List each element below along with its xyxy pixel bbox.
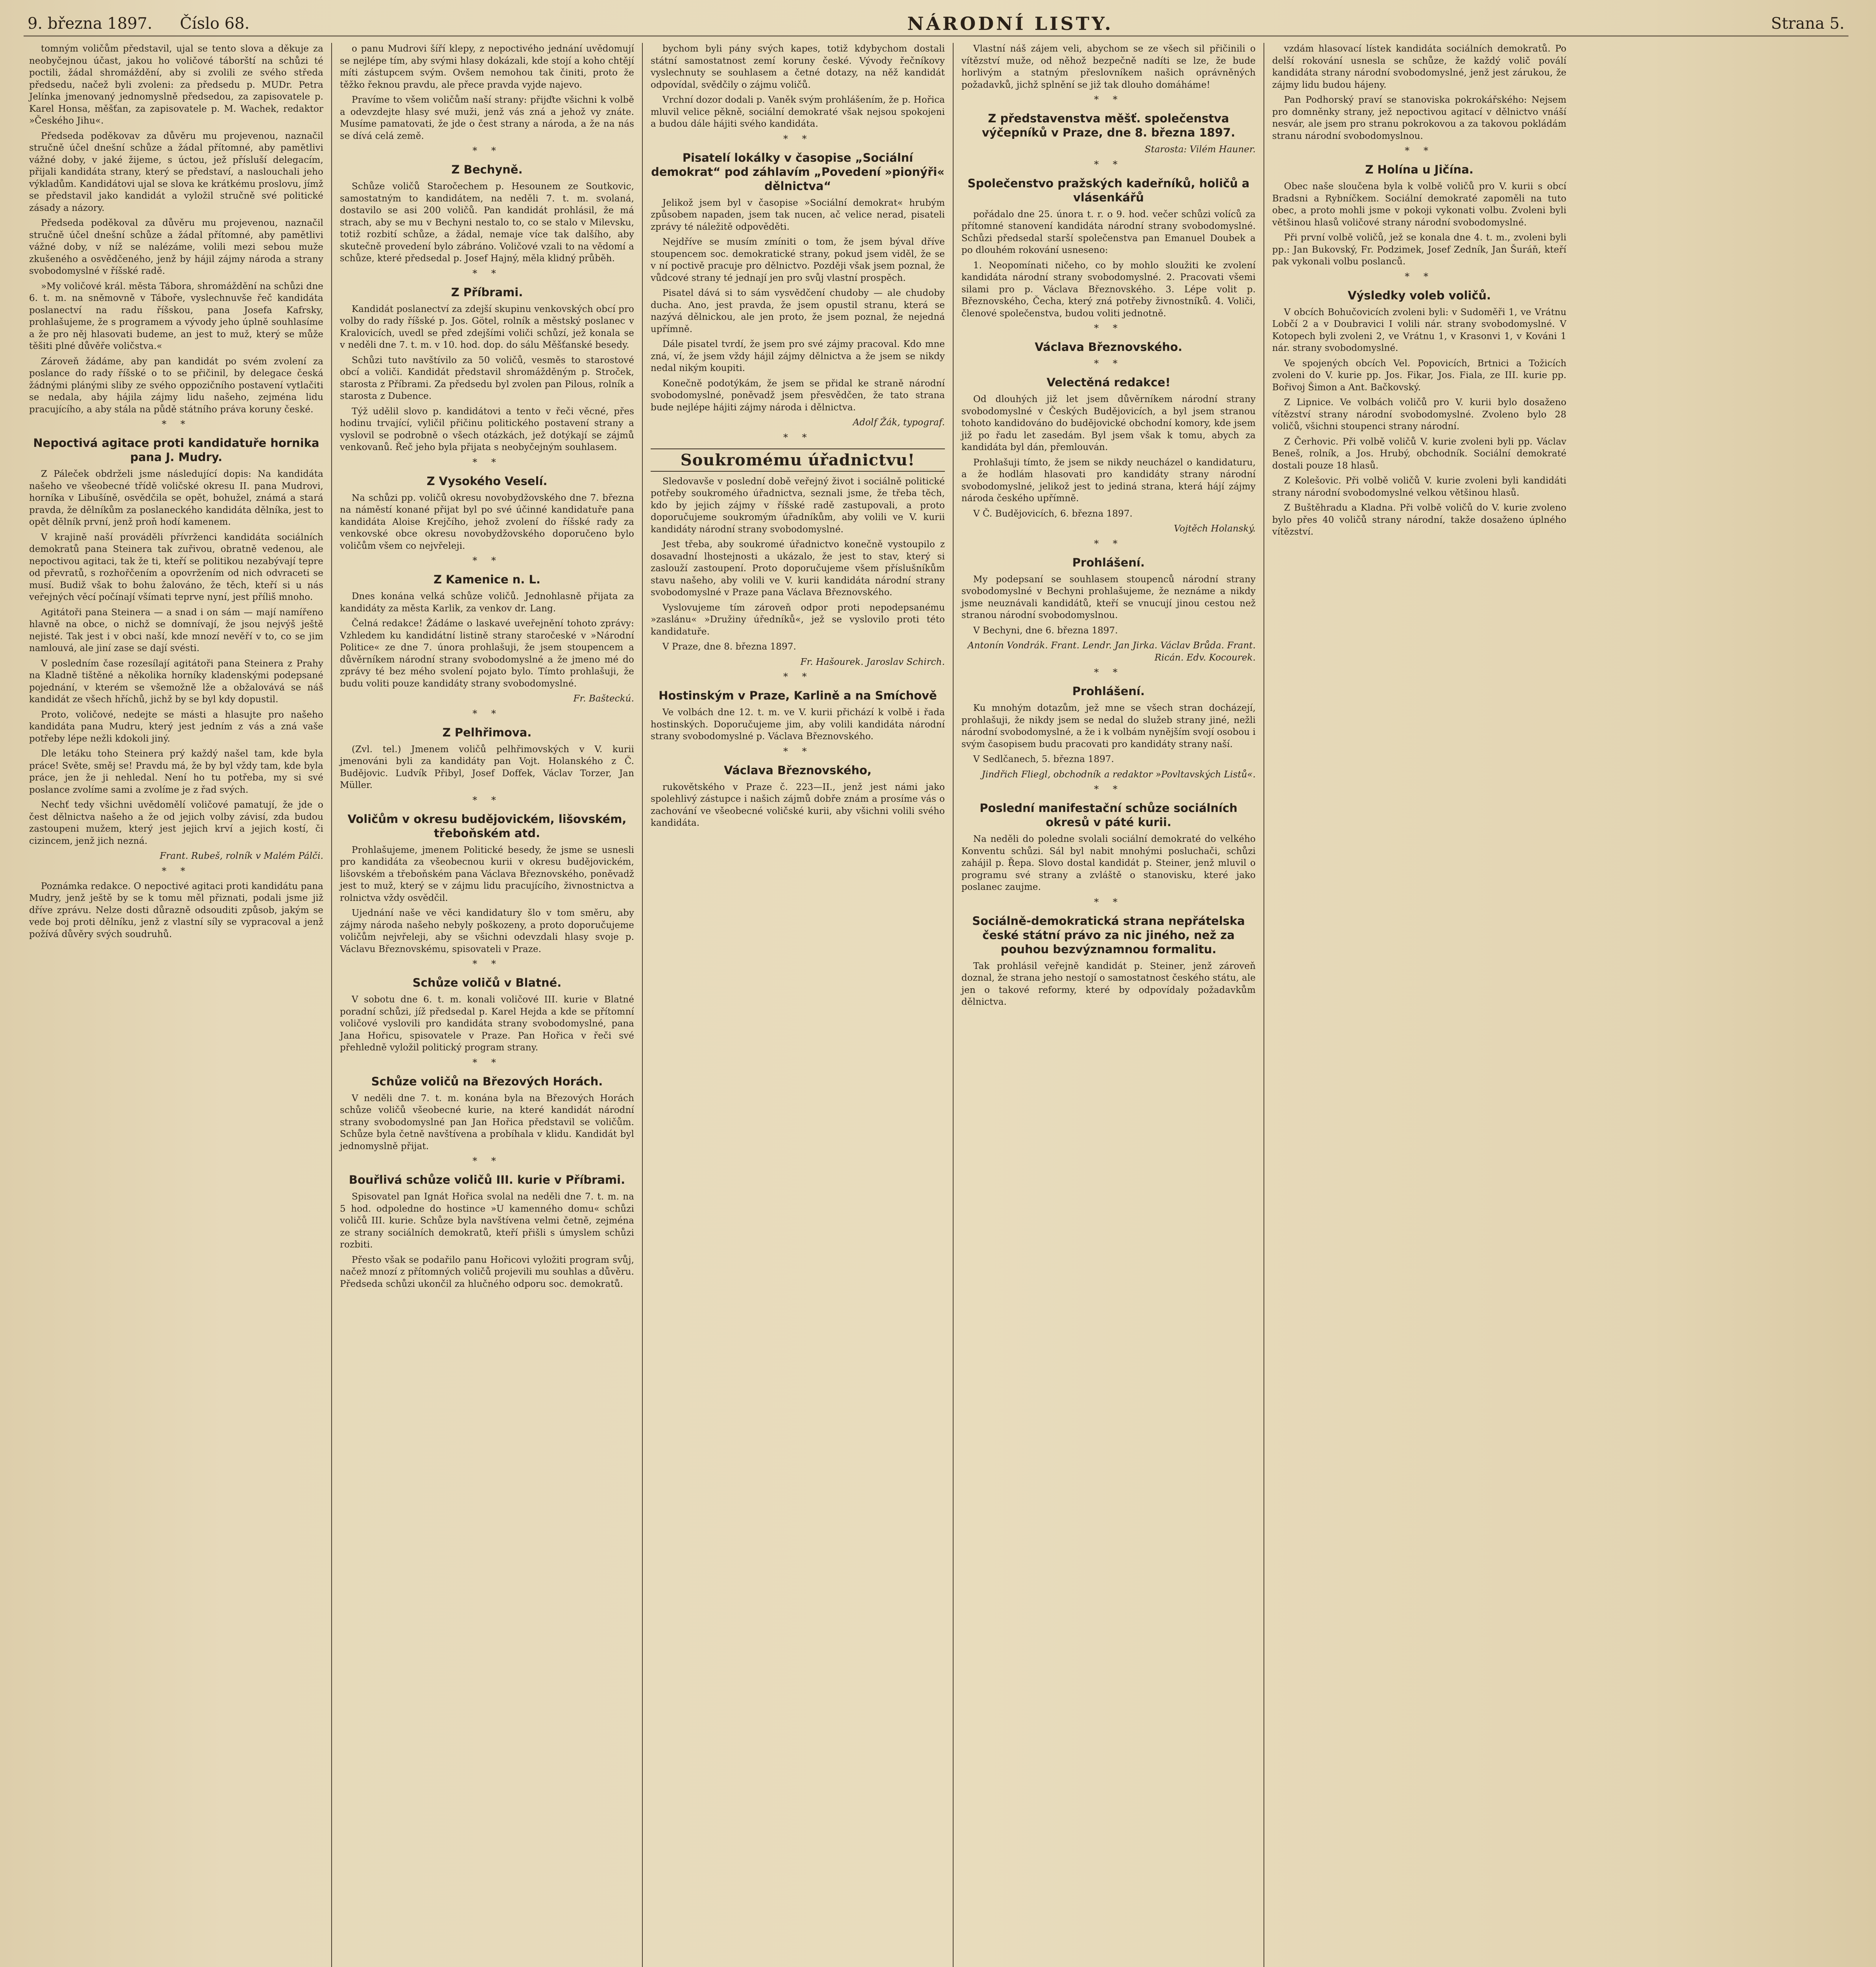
article-heading: Václava Březnovského.	[1035, 340, 1182, 354]
article-paragraph: Z Čerhovic. Při volbě voličů V. kurie zvoleni byli pp. Václav Beneš, rolník, a Jos. Hrubý, obchodník. Sociální demokraté dostali pouze 18 hlasů.	[1272, 436, 1566, 471]
article-paragraph: Zároveň žádáme, aby pan kandidát po svém zvolení za poslance do rady říšské o to se přičinil, by delegace česká žádnými plánými sliby ze svého oppozičního postavení vytlačiti se nedala, aby hájila zájmy lidu našeho, zejména lidu pracujícího, a aby stála na půdě státního práva koruny české.	[29, 356, 323, 415]
article-paragraph: rukovětského v Praze č. 223—II., jenž jest námi jako spolehlivý zástupce i našich zájmů dobře znám a prosíme vás o zachování ve všeobecné voličské kurii, aby všichni volili svého kandidáta.	[651, 782, 945, 828]
article-signature: Starosta: Vilém Hauner.	[1144, 144, 1256, 155]
section-separator: * *	[162, 419, 191, 430]
section-separator: * *	[472, 958, 502, 969]
article-paragraph: Pan Podhorský praví se stanoviska pokrokářského: Nejsem pro domněnky strany, jež nepoctivou agitací v dělnictvo vnáší nesvár, ale jsem pro stranu pokrokovou a za takovou pokládám stranu národní svobodomyslnou.	[1272, 95, 1566, 141]
article-paragraph: Přesto však se podařilo panu Hořicovi vyložiti program svůj, načež mnozí z přítomných voličů projevili mu souhlas a důvěru. Předseda schůzi ukončil za hlučného odporu soc. demokratů.	[340, 1255, 634, 1289]
article-paragraph: V sobotu dne 6. t. m. konali voličové III. kurie v Blatné poradní schůzi, jíž předsedal p. Karel Hejda a kde se přítomní voličové vyslovili pro kandidáta strany svobodomyslné, pana Jana Hořicu, spisovatele v Praze. Pan Hořica v řeči své přehledně vyložil politický program strany.	[340, 995, 634, 1053]
article-paragraph: My podepsaní se souhlasem stoupenců národní strany svobodomyslné v Bechyni prohlašujeme, že neznáme a nikdy jsme neuznávali kandidátů, kteří se vnucují jinou cestou než stranou národní svobodomyslnou.	[961, 574, 1256, 620]
article-heading: Hostinským v Praze, Karlině a na Smíchově	[659, 689, 937, 702]
section-separator: * *	[472, 145, 502, 156]
article-signature: Fr. Bašteckú.	[573, 694, 634, 704]
article-paragraph: Vyslovujeme tím zároveň odpor proti nepodepsanému »zaslánu« »Družiny úředníků«, jež se vyslovilo proti této kandidatuře.	[651, 602, 945, 637]
article-paragraph: vzdám hlasovací lístek kandidáta sociálních demokratů. Po delší rokování usnesla se schůze, že každý volič poválí kandidáta strany národní svobodomyslné, jenž jest zárukou, že zájmy lidu budou hájeny.	[1272, 44, 1566, 90]
column-rule	[642, 43, 643, 1967]
article-heading: Václava Březnovského,	[724, 763, 872, 777]
article-heading: Z Kamenice n. L.	[433, 573, 540, 586]
article-paragraph: (Zvl. tel.) Jmenem voličů pelhřimovských v V. kurii jmenováni byli za kandidáty pan Vojt. Holanského z Č. Budějovic. Ludvík Přibyl, Josef Doffek, Václav Torzer, Jan Müller.	[340, 744, 634, 790]
article-heading: Z Holína u Jičína.	[1365, 163, 1474, 176]
article-heading: Nepoctivá agitace proti kandidatuře hornika pana J. Mudry.	[33, 436, 319, 464]
article-signature: Frant. Rubeš, rolník v Malém Pálči.	[159, 851, 323, 861]
issue-number: Číslo 68.	[180, 15, 250, 33]
article-paragraph: Dále pisatel tvrdí, že jsem pro své zájmy pracoval. Kdo mne zná, ví, že jsem vždy hájil zájmy dělnictva a že jsem se nikdy nedal nikým koupiti.	[651, 339, 945, 373]
article-paragraph: pořádalo dne 25. února t. r. o 9. hod. večer schůzi volíců za přítomné stanovení kandidáta národní strany svobodomyslné. Schůzi předsedal starší společenstva pan Emanuel Doubek a po dlouhém rokování usneseno:	[961, 209, 1256, 255]
article-paragraph: 1. Neopomínati ničeho, co by mohlo sloužiti ke zvolení kandidáta národní strany svobodomyslné. 2. Pracovati všemi silami pro p. Václava Březnovského. 3. Lépe volit p. Březnovského, Čecha, který zná potřeby živnostníků. 4. Voliči, členové společenstva, budou voliti jednotně.	[961, 260, 1256, 319]
article-heading: Společenstvo pražských kadeřníků, holičů a vlásenkářů	[967, 176, 1250, 204]
article-paragraph: Jelikož jsem byl v časopise »Sociální demokrat« hrubým způsobem napaden, jsem tak nucen, ač velice nerad, pisateli zprávy té náležitě odpověděti.	[651, 197, 945, 232]
column-1	[24, 43, 329, 1967]
article-heading: Z Bechyně.	[451, 163, 523, 176]
column-2	[334, 43, 640, 1967]
article-signature: Adolf Žák, typograf.	[853, 417, 945, 428]
article-paragraph: Nechť tedy všichni uvědomělí voličové pamatují, že jde o čest dělnictva našeho a že od jejich volby závisí, zda budou zastoupeni mužem, který jest jejich krví a jejich kostí, či cizincem, jenž jich nezná.	[29, 800, 323, 846]
article-signature: Jindřich Fliegl, obchodník a redaktor »Povltavských Listů«.	[981, 769, 1256, 780]
article-paragraph: V posledním čase rozesílají agitátoři pana Steinera z Prahy na Kladně tištěné a několika horníky kladenskými podepsané pojednání, v kterém se všemožně lže a obžalovává se náš kandidát ze všech hříchů, jichž by se byl kdy dopustil.	[29, 658, 323, 705]
section-separator: * *	[1094, 94, 1123, 105]
article-paragraph: Z Páleček obdrželi jsme následující dopis: Na kandidáta našeho ve všeobecné třídě voličské okresu II. pana Mudrovi, horníka v Libušíně, osvědčila se opět, bohužel, známá a stará pravda, že dělníkům za poslaneckého kandidáta dělníka, jest to opět dělník první, jenž proň hodí kamenem.	[29, 469, 323, 527]
article-heading: Z Příbrami.	[451, 285, 523, 299]
article-paragraph: Ve volbách dne 12. t. m. ve V. kurii přichází k volbě i řada hostinských. Doporučujeme jim, aby volili kandidáta národní strany svobodomyslné p. Václava Březnovského.	[651, 707, 945, 742]
section-separator: * *	[1094, 896, 1123, 908]
article-paragraph: bychom byli pány svých kapes, totiž kdybychom dostali státní samostatnost zemí koruny české. Vývody řečníkovy vyslechnuty se souhlasem a četné dotazy, na něž kandidát odpovídal, svědčily o zájmu voličů.	[651, 44, 945, 90]
article-heading: Bouřlivá schůze voličů III. kurie v Příbrami.	[349, 1173, 625, 1186]
article-paragraph: Schůzi tuto navštívilo za 50 voličů, vesměs to starostové obcí a voliči. Kandidát představil shromážděným p. Stroček, starosta z Příbrami. Za předsedu byl zvolen pan Pilous, rolník a starosta z Dubence.	[340, 355, 634, 401]
article-signature: Antonín Vondrák. Frant. Lendr. Jan Jirka. Václav Brůda. Frant. Ricán. Edv. Kocourek.	[967, 640, 1256, 663]
column-rule	[953, 43, 954, 1967]
article-heading: Z Vysokého Veselí.	[426, 474, 548, 488]
section-separator: * *	[783, 133, 812, 144]
article-paragraph: Dnes konána velká schůze voličů. Jednohlasně přijata za kandidáty za města Karlik, za venkov dr. Lang.	[340, 591, 634, 614]
article-paragraph: Sledovavše v poslední době veřejný život i sociálně politické potřeby soukromého úřadnictva, seznali jsme, že třeba těch, kdo by jejich zájmy v říšské radě zastupovali, a proto doporučujeme soukromým úřadníkům, aby volili ve V. kurii kandidáty národní strany svobodomyslné.	[651, 476, 945, 535]
article-signature: Vojtěch Holanský.	[1174, 524, 1256, 534]
section-separator: * *	[783, 432, 812, 443]
article-heading: Poslední manifestační schůze sociálních okresů v páté kurii.	[980, 801, 1238, 829]
article-paragraph: Prohlašuji tímto, že jsem se nikdy neucházel o kandidaturu, a že hodlám hlasovati pro kandidáty strany národní svobodomyslné, jelikož jest to jediná strana, která hájí zájmy národa českého upřímně.	[961, 457, 1256, 504]
article-paragraph: tomným voličům představil, ujal se tento slova a děkuje za neobyčejnou účast, jakou ho voličové táborští na schůzi té poctili, žádal shromáždění, aby si zvolili ze svého středa předsedu, načež byli zvoleni: za předsedu p. MUDr. Petra Jelínka jmenovaný jednomyslně předsedou, za zapisovatele p. Karel Honsa, měšťan, za zapisovatele p. M. Wachek, redaktor »Českého Jihu«.	[29, 44, 323, 126]
column-rule	[331, 43, 332, 1967]
article-heading: Sociálně-demokratická strana nepřátelska české státní právo za nic jiného, než za pouhou bezvýznamnou formalitu.	[972, 914, 1245, 956]
section-separator: * *	[472, 794, 502, 806]
article-heading: Z představenstva měšť. společenstva výčepníků v Praze, dne 8. března 1897.	[982, 112, 1235, 139]
article-paragraph: Schůze voličů Staročechem p. Hesounem ze Soutkovic, samostatným to kandidátem, na neděli 7. t. m. svolaná, dostavilo se asi 200 voličů. Pan kandidát prohlásil, že má strach, aby se mu v Bechyni nestalo to, co se stalo v Milevsku, totiž rozbití schůze, a žádal, nemaje více tak dalšího, aby skutečně provedení bylo zábráno. Voličové vzali to na vědomí a schůze, které předsedal p. Josef Hajný, měla klidný průběh.	[340, 181, 634, 264]
issue-date: 9. března 1897.	[28, 15, 153, 33]
article-paragraph: V obcích Bohučovicích zvoleni byli: v Sudoměři 1, ve Vrátnu Lobčí 2 a v Doubravici I volili nár. strany svobodomyslné. V Kotopech byli zvoleni 2, ve Vrátnu 1, v Krasonvi 1, v Kováni 1 nár. strany svobodomyslné.	[1272, 307, 1566, 353]
article-heading: Prohlášení.	[1072, 555, 1145, 569]
article-paragraph: Na neděli do poledne svolali sociální demokraté do velkého Konventu schůzi. Sál byl nabit mnohými posluchači, schůzi zahájil p. Řepa. Slovo dostal kandidát p. Steiner, jenž mluvil o programu své strany a zvláště o stanovisku, které jako poslanec zaujme.	[961, 834, 1256, 892]
article-paragraph: Obec naše sloučena byla k volbě voličů pro V. kurii s obcí Bradsni a Rybníčkem. Sociální demokraté zapoměli na tuto obec, a proto mohli jsme v pokoji vykonati volbu. Zvoleni byli většinou hlasů voličové strany národní svobodomyslné.	[1272, 181, 1566, 228]
column-3	[645, 43, 950, 1967]
article-signature: Fr. Hašourek. Jaroslav Schirch.	[800, 657, 945, 667]
article-heading: Soukromému úřadnictvu!	[651, 448, 945, 472]
article-dateline: V Bechyni, dne 6. března 1897.	[973, 625, 1118, 636]
article-paragraph: Od dlouhých již let jsem důvěrníkem národní strany svobodomyslné v Českých Budějovicích, a byl jsem stranou tohoto kandidováno do budějovické obchodní komory, kde jsem již po řadu let zasedám. Byl jsem však k tomu, abych za kandidáta byl dán, přemlouván.	[961, 394, 1256, 452]
newspaper-title: NÁRODNÍ LISTY.	[907, 13, 1114, 34]
article-paragraph: Ku mnohým dotazům, jež mne se všech stran docházejí, prohlašuji, že nikdy jsem se nedal do služeb strany jiné, nežli národní svobodomyslné, a že i k volbám nynějším svojí osobou i svým časopisem budu pracovati pro kandidáty strany naší.	[961, 703, 1256, 749]
article-heading: Prohlášení.	[1072, 685, 1145, 698]
article-paragraph: Proto, voličové, nedejte se másti a hlasujte pro našeho kandidáta pana Mudru, který jest jedním z vás a zná vaše potřeby lépe nežli kdokoli jiný.	[29, 709, 323, 744]
article-paragraph: Agitátoři pana Steinera — a snad i on sám — mají namířeno hlavně na obce, o nichž se domnívají, že jsou nejvýš ještě nejisté. Tak jest i v obci naší, kde mnozí nevěří v to, co se jim namlouvá, ale jiní zase se dají svésti.	[29, 607, 323, 653]
section-separator: * *	[783, 745, 812, 757]
article-paragraph: Poznámka redakce. O nepoctivé agitaci proti kandidátu pana Mudry, jenž ještě by se k tomu měl přiznati, podali jsme již dříve zprávu. Nelze dosti důrazně odsouditi způsob, jakým se vede boj proti dělníku, jenž z vlastní síly se vypracoval a jenž požívá důvěry svých soudruhů.	[29, 881, 323, 939]
article-paragraph: Pisatel dává si to sám vysvědčení chudoby — ale chudoby ducha. Ano, jest pravda, že jsem opustil stranu, která se nazývá dělnickou, ale jen proto, že jsem poznal, že nejedná upřímně.	[651, 288, 945, 334]
article-paragraph: Konečně podotýkám, že jsem se přidal ke straně národní svobodomyslné, poněvadž jsem přesvědčen, že tato strana bude nejlépe hájiti zájmy národa i dělnictva.	[651, 378, 945, 413]
section-separator: * *	[1094, 323, 1123, 334]
masthead	[24, 12, 1848, 37]
article-paragraph: Prohlašujeme, jmenem Politické besedy, že jsme se usnesli pro kandidáta za všeobecnou kurii v okresu budějovickém, lišovském a třeboňském pana Václava Březnovského, poněvadž jest to muž, který se v zájmu lidu pracujícího, živnostnictva a rolnictva vždy osvědčil.	[340, 845, 634, 903]
section-separator: * *	[1094, 358, 1123, 369]
section-separator: * *	[472, 1155, 502, 1166]
section-separator: * *	[162, 865, 191, 876]
columns	[24, 43, 1848, 1967]
page-number: Strana 5.	[1771, 15, 1845, 33]
article-dateline: V Praze, dne 8. března 1897.	[662, 642, 797, 652]
section-separator: * *	[1405, 271, 1434, 282]
section-separator: * *	[1094, 784, 1123, 795]
article-paragraph: Z Kolešovic. Při volbě voličů V. kurie zvoleni byli kandidáti strany národní svobodomyslné velkou většinou hlasů.	[1272, 476, 1566, 498]
article-paragraph: Nejdříve se musím zmíniti o tom, že jsem býval dříve stoupencem soc. demokratické strany, pokud jsem viděl, že se v ní poctivě pracuje pro dělnictvo. Později však jsem poznal, že vůdcové strany té jednají jen pro svůj vlastní prospěch.	[651, 237, 945, 283]
article-paragraph: Předseda poděkovav za důvěru mu projevenou, naznačil stručně účel dnešní schůze a žádal přítomné, aby pamětlivi vážné doby, v jaké žijeme, s úctou, jež přísluší delegacím, přijali kandidáta strany, který se představí, a naslouchali jeho výkladům. Kandidátovi ujal se slova ke krátkému proslovu, jímž se představil jako kandidát a vyložil stručně své politické zásady a názory.	[29, 131, 323, 213]
article-paragraph: Vlastní náš zájem veli, abychom se ze všech sil přičinili o vítězství muže, od něhož bezpečně nadíti se lze, že bude horlivým a statným přeslovníkem našich oprávněných požadavků, jichž splnění se již tak dlouho domáháme!	[961, 44, 1256, 90]
article-paragraph: Vrchní dozor dodali p. Vaněk svým prohlášením, že p. Hořica mluvil velice pěkně, sociální demokraté však nejsou spokojeni a budou dále hájiti svého kandidáta.	[651, 95, 945, 129]
article-paragraph: Ujednání naše ve věci kandidatury šlo v tom směru, aby zájmy národa našeho nebyly poškozeny, a proto doporučujeme voličům nejvřeleji, aby se všichni odevzdali hlasy svoje p. Václavu Březnovskému, spisovateli v Praze.	[340, 908, 634, 954]
section-separator: * *	[472, 456, 502, 468]
section-separator: * *	[1094, 159, 1123, 170]
article-paragraph: Ve spojených obcích Vel. Popovicích, Brtnici a Tožicích zvoleni do V. kurie pp. Jos. Fikar, Jos. Fiala, ze III. kurie pp. Bořivoj Šimon a Ant. Bačkovský.	[1272, 358, 1566, 393]
article-paragraph: V krajině naší prováděli přívrženci kandidáta sociálních demokratů pana Steinera tak zuřivou, obratně vedenou, ale nepoctivou agitaci, tak že ti, kteří se politikou nezabývají tepre od převratů, s rozhořčením a opovržením od nich odvraceti se musí. Budiž však to bohu žalováno, že těch, kteří si u nás veřejných věcí počínají všímati teprve nyní, jest příliš mnoho.	[29, 532, 323, 602]
section-separator: * *	[472, 1057, 502, 1068]
section-separator: * *	[472, 268, 502, 279]
article-paragraph: V neděli dne 7. t. m. konána byla na Březových Horách schůze voličů všeobecné kurie, na které kandidát národní strany svobodomyslné pan Jan Hořica představil se voličům. Schůze byla četně navštívena a probíhala v klidu. Kandidát byl jednomyslně přijat.	[340, 1093, 634, 1151]
article-paragraph: »My voličové král. města Tábora, shromáždění na schůzi dne 6. t. m. na sněmovně v Táboře, vyslechnuvše řeč kandidáta poslanectví na radu říšskou, pana Josefa Kafrsky, prohlašujeme, že s programem a vývody jeho úplně souhlasíme a že pro něj hlasovati budeme, an jest to muž, který se může těšiti plné důvěře voličstva.«	[29, 281, 323, 351]
section-separator: * *	[783, 671, 812, 682]
article-heading: Voličům v okresu budějovickém, lišovském, třeboňském atd.	[347, 812, 627, 840]
article-paragraph: Dle letáku toho Steinera prý každý našel tam, kde byla práce! Světe, směj se! Pravdu má, že by byl vždy tam, kde byla práce, jen že ji nehledal. Není ho tu potřeba, my si své poslance zvolíme sami a zvolíme je z řad svých.	[29, 749, 323, 795]
section-separator: * *	[1094, 667, 1123, 678]
article-paragraph: Čelná redakce! Žádáme o laskavé uveřejnění tohoto zprávy: Vzhledem ku kandidátní listině strany staročeské v »Národní Politice« ze dne 7. února prohlašuji, že jsem stoupencem a důvěrníkem národní strany svobodomyslné a že jmeno mé do zprávy té bez mého svolení pojato bylo. Tímto prohlašuji, že budu voliti pouze kandidáty strany svobodomyslné.	[340, 618, 634, 689]
article-paragraph: Při první volbě voličů, jež se konala dne 4. t. m., zvoleni byli pp.: Jan Bukovský, Fr. Podzimek, Josef Zedník, Jan Šuráň, kteří pak vykonali volbu poslanců.	[1272, 232, 1566, 267]
masthead-left	[28, 15, 249, 33]
article-paragraph: Jest třeba, aby soukromé úřadnictvo konečně vystoupilo z dosavadní lhostejnosti a ukázalo, že jest to stav, který si zaslouží zastoupení. Proto doporučujeme všem příslušníkům stavu našeho, aby volili ve V. kurii kandidáta národní strany svobodomyslné v Praze pana Václava Březnovského.	[651, 539, 945, 598]
section-separator: * *	[1405, 145, 1434, 156]
column-4	[956, 43, 1261, 1967]
article-heading: Výsledky voleb voličů.	[1347, 288, 1491, 302]
article-dateline: V Č. Budějovicích, 6. března 1897.	[973, 508, 1133, 519]
article-paragraph: Z Lipnice. Ve volbách voličů pro V. kurii bylo dosaženo vítězství strany národní svobodomyslné. Zvoleno bylo 28 voličů, všichni stoupenci strany národní.	[1272, 397, 1566, 432]
article-heading: Z Pelhřimova.	[442, 725, 532, 739]
article-paragraph: Týž udělil slovo p. kandidátovi a tento v řeči věcné, přes hodinu trvající, vyličil přičinu politického postavení strany a vyslovil se podrobně o všech otázkách, jež dotýkají se zájmů venkovanů. Řeč jeho byla přijata s neobyčejným souhlasem.	[340, 406, 634, 452]
article-paragraph: Pravíme to všem voličům naší strany: přijďte všichni k volbě a odevzdejte hlasy své muži, jenž vás zná a jehož vy znáte. Musíme pamatovati, že jde o čest strany a národa, a že na nás se dívá celá země.	[340, 95, 634, 141]
article-heading: Velectěná redakce!	[1046, 376, 1171, 389]
article-heading: Schůze voličů na Březových Horách.	[371, 1074, 603, 1088]
article-paragraph: Předseda poděkoval za důvěru mu projevenou, naznačil stručně účel dnešní schůze a žádal přítomné, aby pamětlivi vážné doby, v níž se nalézáme, volili mezi sebou muže zkušeného a osvědčeného, jenž by hájil zájmy národa a strany svobodomyslné v říšské radě.	[29, 218, 323, 276]
article-paragraph: Spisovatel pan Ignát Hořica svolal na neděli dne 7. t. m. na 5 hod. odpoledne do hostince »U kamenného domu« schůzi voličů III. kurie. Schůze byla navštívena velmi četně, zejména ze strany sociálních demokratů, kteří přišli s úmyslem schůzi rozbiti.	[340, 1192, 634, 1250]
section-separator: * *	[472, 708, 502, 719]
article-heading: Schůze voličů v Blatné.	[412, 976, 562, 989]
article-paragraph: Kandidát poslanectví za zdejší skupinu venkovských obcí pro volby do rady říšské p. Jos. Götel, rolník a městský poslanec v Kralovicích, uvedl se před zdejšími voliči schůzí, jež konala se v neděli dne 7. t. m. v 10. hod. dop. do sálu Měšťanské besedy.	[340, 304, 634, 350]
article-dateline: V Sedlčanech, 5. března 1897.	[973, 754, 1114, 764]
article-paragraph: Z Buštěhradu a Kladna. Při volbě voličů do V. kurie zvoleno bylo přes 40 voličů strany národní, takže dosaženo úplného vítězství.	[1272, 503, 1566, 537]
article-paragraph: o panu Mudrovi šíří klepy, z nepoctivého jednání uvědomují se nejlépe tím, aby svými hlasy dokázali, kde stojí a koho chtějí míti zástupcem svým. Ovšem nemohou tak činiti, proto že těžko řeknou pravdu, ale přece pravda vyjde najevo.	[340, 44, 634, 90]
section-separator: * *	[1094, 538, 1123, 549]
article-paragraph: Tak prohlásil veřejně kandidát p. Steiner, jenž zároveň doznal, že strana jeho nestojí o samostatnost českého státu, ale jen o takové reformy, které by odpovídaly požadavkům dělnictva.	[961, 961, 1256, 1007]
article-paragraph: Na schůzi pp. voličů okresu novobydžovského dne 7. března na náměstí konané přijat byl po své účinné kandidatuře pana kandidáta Aloise Krejčího, jehož zvolení do říšské rady za venkovské obce okresu novobydžovského doporučeno bylo voličům všem co nejvřeleji.	[340, 493, 634, 551]
section-separator: * *	[472, 555, 502, 566]
column-5	[1267, 43, 1572, 1967]
article-heading: Pisatelí lokálky v časopise „Sociální demokrat“ pod záhlavím „Povedení »pionýři« dělnictva“	[651, 151, 944, 193]
